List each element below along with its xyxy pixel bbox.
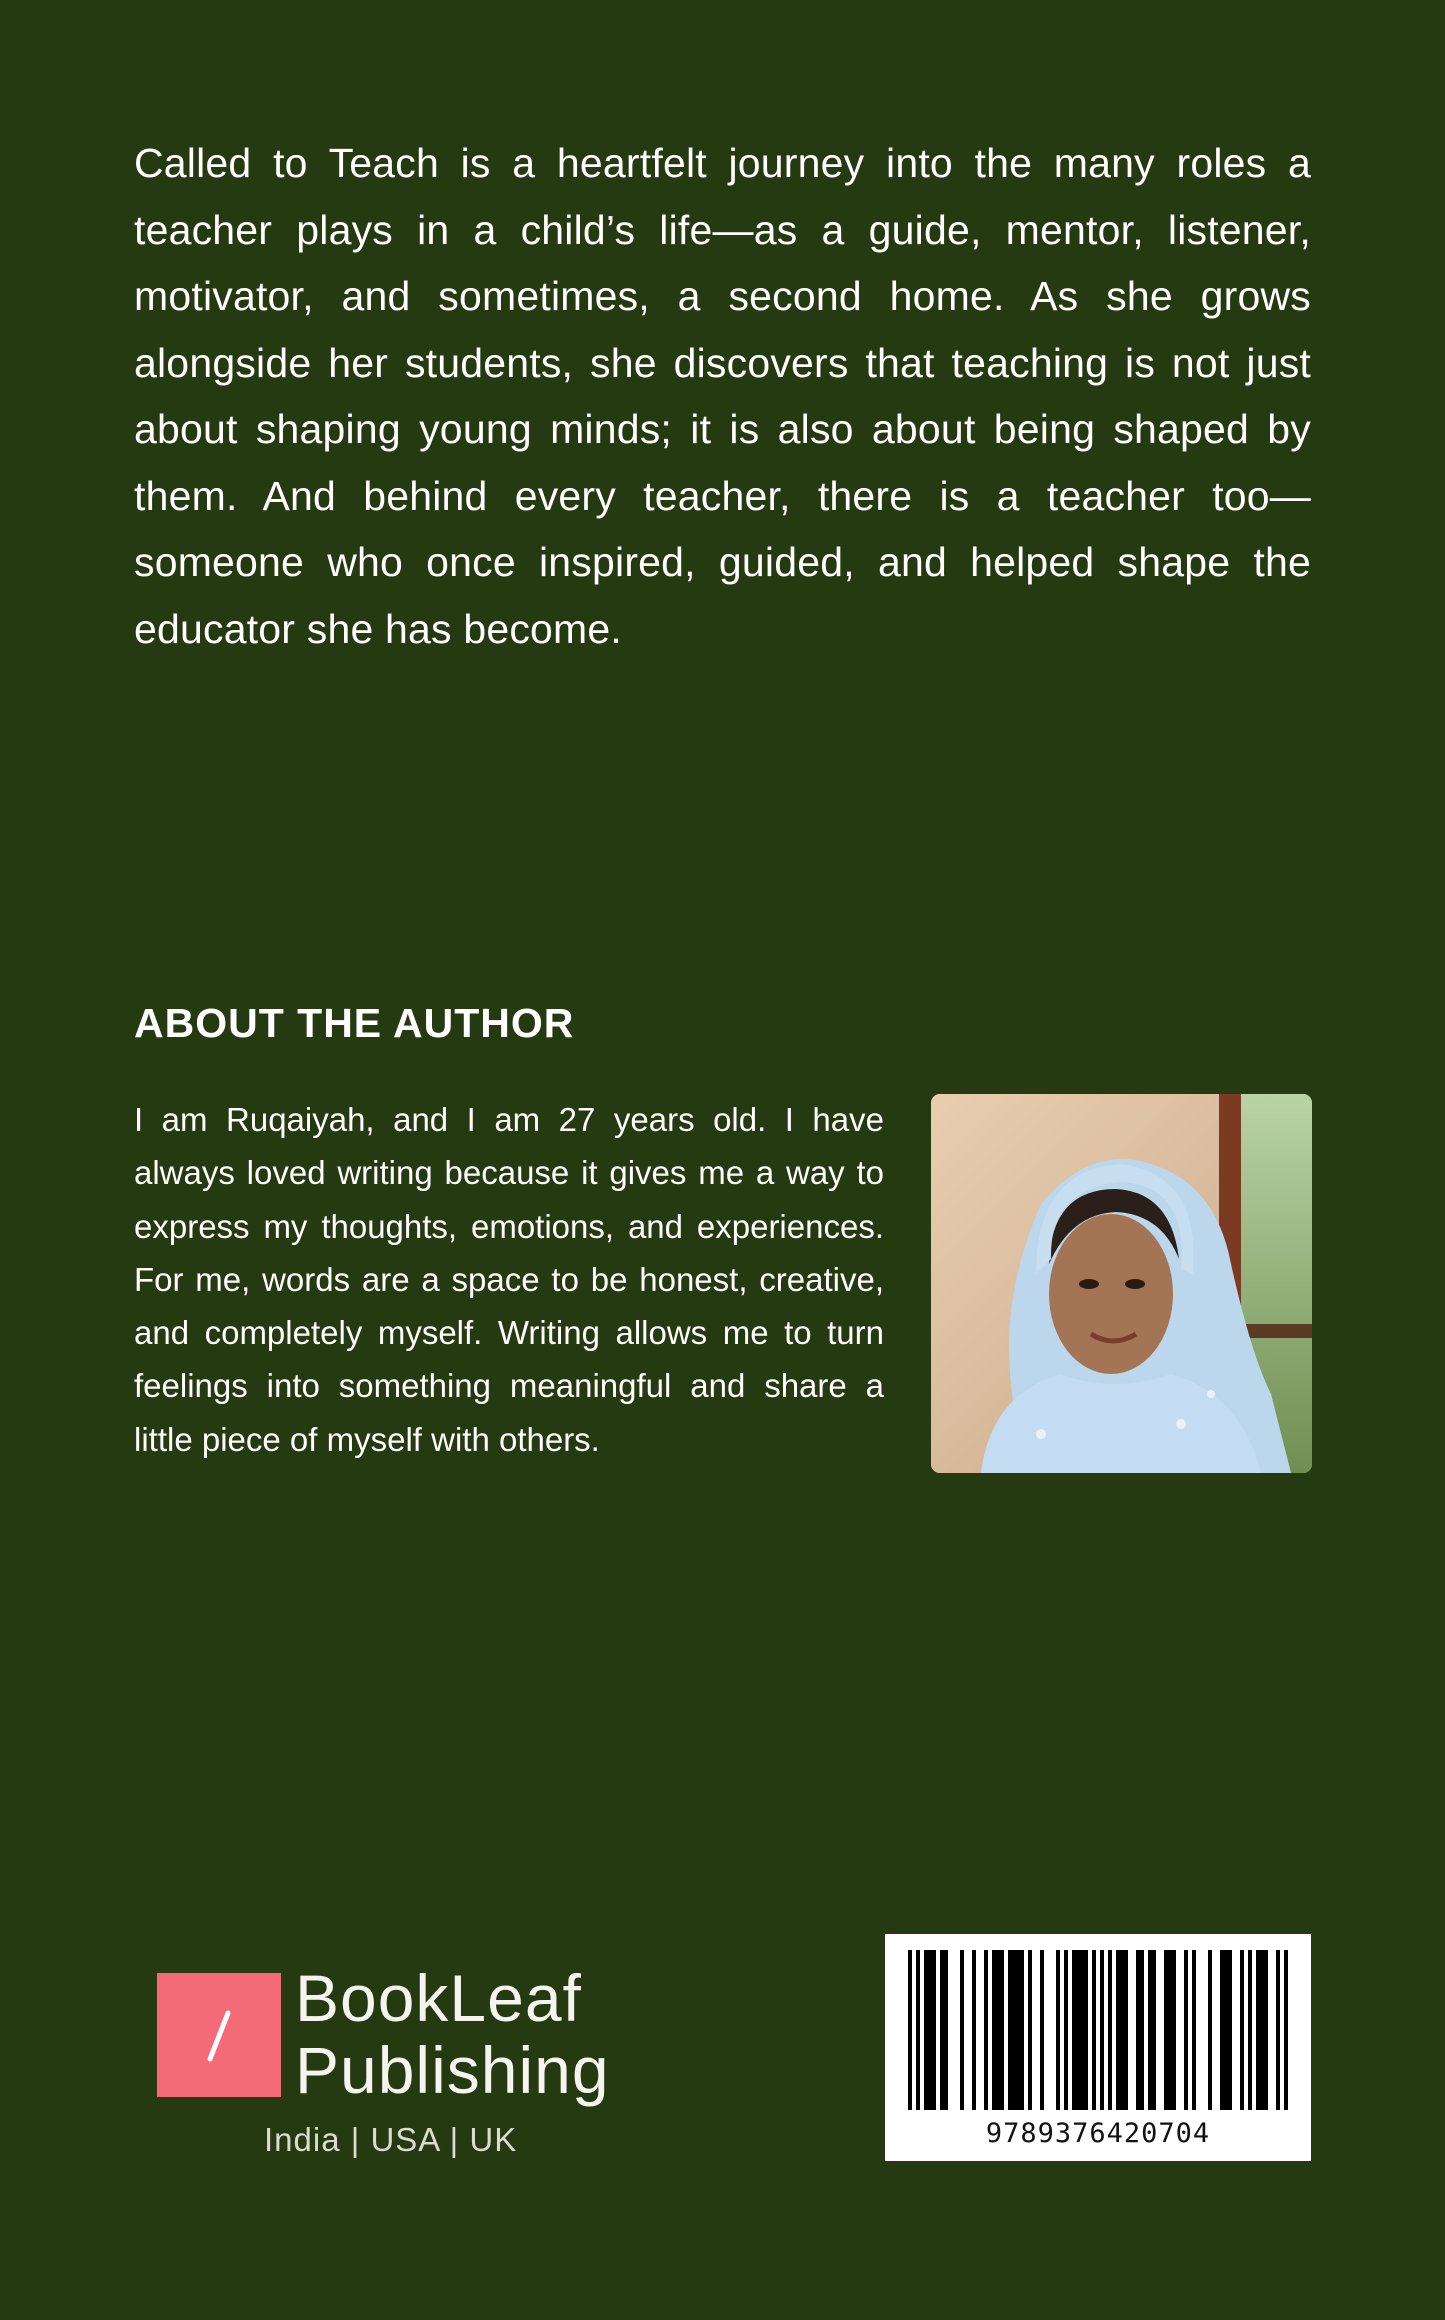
barcode-bar [1012,1950,1016,2110]
barcode-bar [940,1950,944,2110]
barcode-bar [1124,1950,1128,2110]
barcode-bar [1208,1950,1212,2110]
bookleaf-logo [157,1973,281,2097]
barcode-bar [1164,1950,1168,2110]
barcode-bar [1240,1950,1244,2110]
barcode-bar [972,1950,976,2110]
barcode-bar [1116,1950,1120,2110]
barcode-bar [1140,1950,1144,2110]
barcode-bar [1168,1950,1172,2110]
barcode-bar [1260,1950,1264,2110]
barcode-bar [1228,1950,1232,2110]
barcode-bar [1084,1950,1088,2110]
barcode-bar [1152,1950,1156,2110]
barcode-icon [885,1934,1311,2114]
barcode-bar [1064,1950,1068,2110]
barcode-bar [1172,1950,1176,2110]
barcode-bar [1040,1950,1044,2110]
author-bio: I am Ruqaiyah, and I am 27 years old. I have always loved writing because it gives me a way to express my thoughts, emotions, and experiences. For me, words are a space to be honest, creative, and completely myself. Writing allows me to turn feelings into something meaningful and share a little piece of myself with others. [134,1101,884,1458]
barcode-bar [1100,1950,1104,2110]
barcode-bar [1248,1950,1252,2110]
barcode-bar [908,1950,912,2110]
barcode-bar [944,1950,948,2110]
barcode-bar [1136,1950,1140,2110]
barcode-bar [1108,1950,1112,2110]
barcode-bar [1184,1950,1188,2110]
barcode-bar [1264,1950,1268,2110]
barcode-bar [992,1950,996,2110]
barcode-bar [996,1950,1000,2110]
barcode-bar [1120,1950,1124,2110]
barcode-bar [1020,1950,1024,2110]
barcode-bar [1076,1950,1080,2110]
barcode-bar [924,1950,928,2110]
barcode-bar [1092,1950,1096,2110]
publisher-name-line2: Publishing [295,2033,610,2107]
author-portrait-icon [931,1094,1312,1473]
barcode-bar [1056,1950,1060,2110]
barcode-bar [928,1950,932,2110]
publisher-name-line1: BookLeaf [295,1961,582,2035]
barcode-bar [1072,1950,1076,2110]
barcode-bar [1080,1950,1084,2110]
barcode-bar [1224,1950,1228,2110]
barcode-bar [932,1950,936,2110]
author-photo [931,1094,1312,1473]
publisher-regions: India | USA | UK [264,2121,518,2158]
barcode-bar [1016,1950,1020,2110]
barcode-bar [1148,1950,1152,2110]
publisher-name [295,1962,610,2106]
slash-logo-icon [157,1973,281,2097]
barcode-bar [1284,1950,1288,2110]
isbn-number: 9789376420704 [985,2118,1211,2149]
barcode-bar [1008,1950,1012,2110]
barcode-bar [1256,1950,1260,2110]
barcode-bar [916,1950,920,2110]
barcode-bar [1276,1950,1280,2110]
barcode-bar [1220,1950,1224,2110]
book-blurb: Called to Teach is a heartfelt journey into the many roles a teacher plays in a child’s life—as a guide, mentor, listener, motivator, and sometimes, a second home. As she grows alongside her students, she discovers that teaching is not just about shaping young minds; it is also about being shaped by them. And behind every teacher, there is a teacher too—someone who once inspired, guided, and helped shape the educator she has become. [134,140,1311,652]
barcode-bar [984,1950,988,2110]
isbn-barcode [885,1934,1311,2161]
about-author-heading: ABOUT THE AUTHOR [134,1000,575,1046]
barcode-bar [960,1950,964,2110]
barcode-bar [1028,1950,1032,2110]
barcode-bar [1192,1950,1196,2110]
barcode-bar [1000,1950,1004,2110]
